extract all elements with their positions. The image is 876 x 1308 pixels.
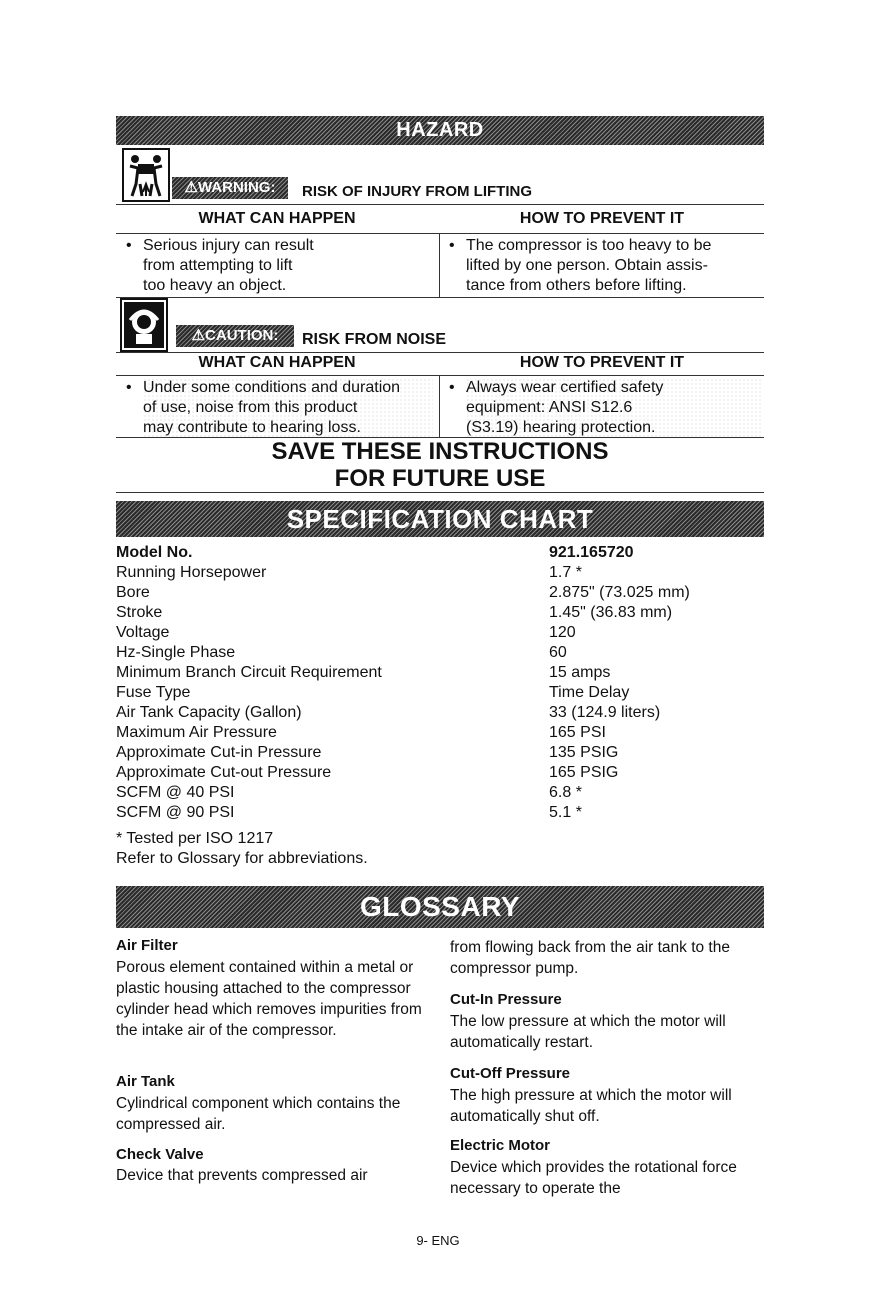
spec-row	[116, 743, 764, 763]
spec-row	[116, 723, 764, 743]
spec-key: SCFM @ 40 PSI	[116, 784, 235, 801]
spec-key: Bore	[116, 584, 150, 601]
cell-line: too heavy an object.	[143, 277, 287, 294]
glossary-term: Air Tank	[116, 1073, 175, 1090]
test-note: * Tested per ISO 1217	[116, 830, 274, 847]
spec-value: 5.1 *	[549, 804, 582, 821]
spec-band	[116, 501, 764, 537]
hazard-band	[116, 116, 764, 145]
cell-line: tance from others before lifting.	[466, 277, 687, 294]
spec-value: 15 amps	[549, 664, 611, 681]
spec-row	[116, 583, 764, 603]
spec-row	[116, 543, 764, 563]
spec-row	[116, 763, 764, 783]
spec-row	[116, 663, 764, 683]
spec-value: 1.7 *	[549, 564, 582, 581]
two-person-lift-icon	[122, 148, 170, 202]
noise-what-cell	[126, 378, 433, 438]
glossary-term: Air Filter	[116, 937, 178, 954]
spec-value: Time Delay	[549, 684, 630, 701]
spec-value: 120	[549, 624, 576, 641]
glossary-term: Check Valve	[116, 1146, 204, 1163]
spec-key: Air Tank Capacity (Gallon)	[116, 704, 302, 721]
cell-line: lifted by one person. Obtain assis-	[466, 257, 708, 274]
glossary-term: Electric Motor	[450, 1137, 551, 1154]
spec-key: Fuse Type	[116, 684, 191, 701]
cell-line: may contribute to hearing loss.	[143, 419, 361, 436]
bullet: •	[449, 237, 455, 254]
spec-value: 33 (124.9 liters)	[549, 704, 661, 721]
spec-value: 165 PSIG	[549, 764, 619, 781]
spec-title: SPECIFICATION CHART	[286, 504, 594, 534]
lifting-how-cell	[449, 236, 762, 296]
noise-how-cell	[449, 378, 762, 438]
caution-signal-label: ⚠CAUTION:	[176, 325, 294, 347]
spec-row	[116, 563, 764, 583]
column-divider	[439, 375, 440, 437]
spec-key: Running Horsepower	[116, 564, 267, 581]
abbrev-note: Refer to Glossary for abbreviations.	[116, 850, 368, 867]
spec-row	[116, 643, 764, 663]
lifting-what-cell	[126, 236, 433, 296]
spec-key: Minimum Branch Circuit Requirement	[116, 664, 382, 681]
divider	[116, 204, 764, 205]
bullet: •	[449, 379, 455, 396]
spec-row	[116, 703, 764, 723]
glossary-term: Cut-Off Pressure	[450, 1065, 571, 1082]
cell-line: Under some conditions and duration	[143, 379, 401, 396]
save-instructions-line1: SAVE THESE INSTRUCTIONS	[271, 438, 609, 465]
divider	[116, 297, 764, 298]
spec-row	[116, 603, 764, 623]
glossary-definition: The high pressure at which the motor will automatically shut off.	[450, 1087, 732, 1125]
spec-key: SCFM @ 90 PSI	[116, 804, 235, 821]
spec-row	[116, 783, 764, 803]
spec-row	[116, 803, 764, 823]
save-instructions-line2: FOR FUTURE USE	[334, 465, 546, 492]
spec-key: Approximate Cut-out Pressure	[116, 764, 332, 781]
glossary-definition: Cylindrical component which contains the compressed air.	[116, 1095, 401, 1133]
spec-row	[116, 623, 764, 643]
glossary-definition: Porous element contained within a metal or plastic housing attached to the compressor cylinder head which removes impurities from the intake air of the compressor.	[116, 959, 422, 1039]
cell-line: from attempting to lift	[143, 257, 293, 274]
hazard-title: HAZARD	[396, 119, 484, 141]
spec-value: 1.45" (36.83 mm)	[549, 604, 673, 621]
spec-row	[116, 683, 764, 703]
spec-value: 921.165720	[549, 544, 634, 561]
lifting-how-head: HOW TO PREVENT IT	[519, 210, 685, 227]
glossary-definition: The low pressure at which the motor will automatically restart.	[450, 1013, 726, 1051]
spec-key: Maximum Air Pressure	[116, 724, 277, 741]
spec-value: 60	[549, 644, 567, 661]
page-number: 9- ENG	[416, 1233, 460, 1248]
lifting-risk-title: RISK OF INJURY FROM LIFTING	[302, 183, 533, 200]
bullet: •	[126, 379, 132, 396]
spec-key: Approximate Cut-in Pressure	[116, 744, 322, 761]
cell-line: of use, noise from this product	[143, 399, 358, 416]
spec-value: 2.875" (73.025 mm)	[549, 584, 690, 601]
divider	[116, 492, 764, 493]
noise-risk-title: RISK FROM NOISE	[302, 331, 447, 348]
glossary-definition-continued: from flowing back from the air tank to the compressor pump.	[450, 939, 730, 977]
hearing-protection-icon	[120, 298, 168, 352]
glossary-definition: Device that prevents compressed air	[116, 1167, 368, 1184]
glossary-definition: Device which provides the rotational force necessary to operate the	[450, 1159, 737, 1197]
spec-key: Model No.	[116, 544, 193, 561]
glossary-band	[116, 886, 764, 928]
spec-key: Voltage	[116, 624, 170, 641]
cell-line: The compressor is too heavy to be	[466, 237, 712, 254]
column-divider	[439, 233, 440, 297]
spec-key: Stroke	[116, 604, 163, 621]
cell-line: (S3.19) hearing protection.	[466, 419, 656, 436]
cell-line: Always wear certified safety	[466, 379, 664, 396]
noise-what-head: WHAT CAN HAPPEN	[198, 354, 356, 371]
warning-signal-label: ⚠WARNING:	[172, 177, 288, 199]
glossary-title: GLOSSARY	[359, 891, 521, 922]
divider	[116, 375, 764, 376]
cell-line: equipment: ANSI S12.6	[466, 399, 633, 416]
cell-line: Serious injury can result	[143, 237, 314, 254]
spec-value: 135 PSIG	[549, 744, 619, 761]
bullet: •	[126, 237, 132, 254]
spec-value: 165 PSI	[549, 724, 606, 741]
spec-key: Hz-Single Phase	[116, 644, 236, 661]
lifting-what-head: WHAT CAN HAPPEN	[198, 210, 356, 227]
noise-how-head: HOW TO PREVENT IT	[519, 354, 685, 371]
divider	[116, 233, 764, 234]
spec-value: 6.8 *	[549, 784, 582, 801]
glossary-term: Cut-In Pressure	[450, 991, 562, 1008]
divider	[116, 352, 764, 353]
